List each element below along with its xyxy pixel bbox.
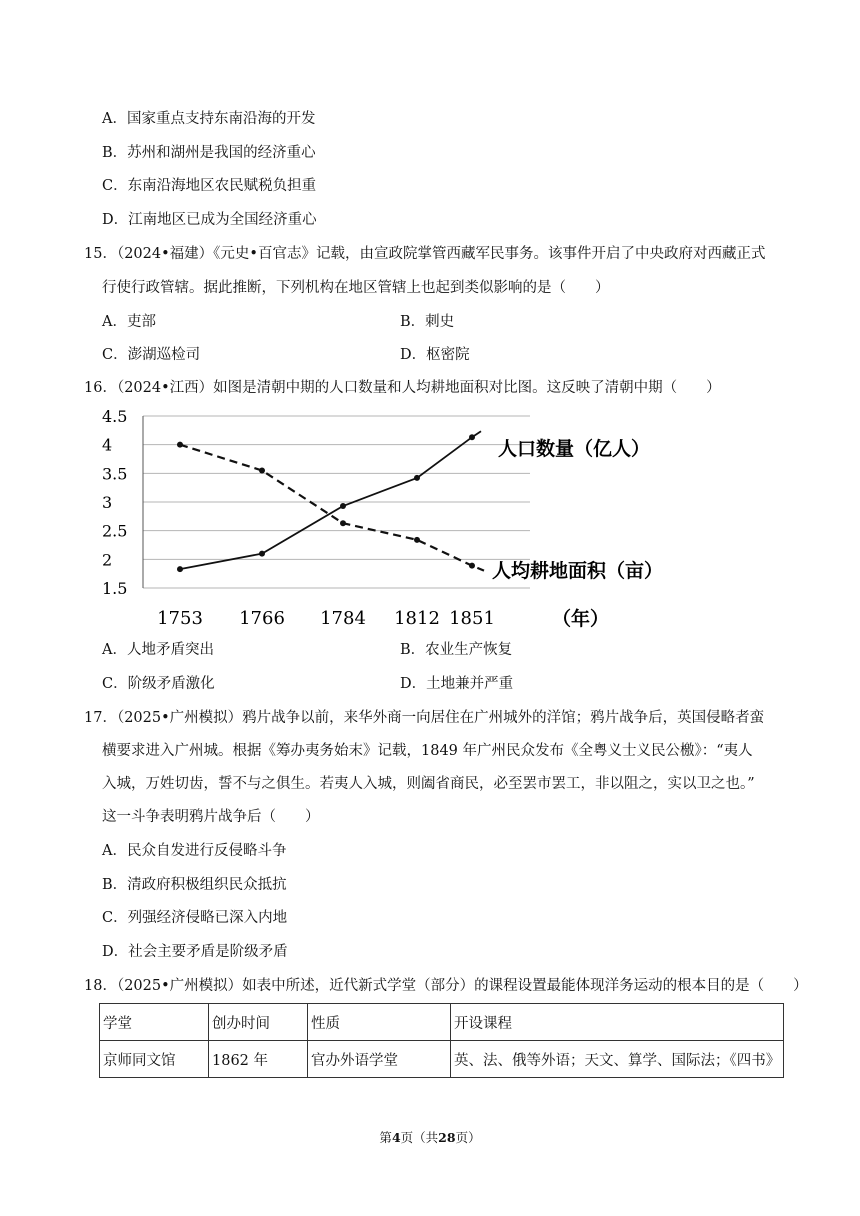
footer-mid: 页（共 [400,1130,439,1145]
table-cell: 英、法、俄等外语；天文、算学、国际法；《四书》 [451,1041,784,1078]
table-header-cell: 创办时间 [209,1004,308,1041]
table-header-row [100,1004,784,1041]
q17-stem-line2: 横要求进入广州城。根据《筹办夷务始末》记载，1849 年广州民众发布《全粤义士义民公檄》：“夷人 [102,743,753,759]
population-point [177,566,183,572]
series-line-farmland [180,445,484,571]
x-tick-label: 1851 [449,608,495,629]
table-cell: 京师同文馆 [100,1041,209,1078]
q17-option-c: C．列强经济侵略已深入内地 [102,910,288,926]
q15-stem-line2: 行使行政管辖。据此推断，下列机构在地区管辖上也起到类似影响的是（ ） [102,280,610,296]
population-point [469,434,475,440]
series-label-population: 人口数量（亿人） [498,438,651,460]
population-point [414,475,420,481]
q17-stem-line3: 入城，万姓切齿，誓不与之俱生。若夷人入城，则阖省商民，必至罢市罢工，非以阻之，实以卫之也。” [102,776,755,792]
x-tick-label: 1753 [157,608,203,629]
y-tick-label: 1.5 [102,579,128,598]
population-point [259,551,265,557]
population-point [340,503,346,509]
y-tick-label: 4 [102,435,113,455]
table-header-cell: 性质 [308,1004,451,1041]
table-header-cell: 开设课程 [451,1004,784,1041]
footer-page-number: 4 [391,1130,401,1145]
population-farmland-chart [100,405,680,635]
footer-suffix: 页） [455,1130,481,1145]
q16-option-c: C．阶级矛盾激化 [102,676,215,692]
farmland-point [177,442,183,448]
x-tick-label: 1766 [239,608,285,629]
q17-option-b: B．清政府积极组织民众抵抗 [102,877,287,893]
q17-stem-line4: 这一斗争表明鸦片战争后（ ） [102,809,320,825]
q16-option-a: A．人地矛盾突出 [102,642,214,658]
q14-option-b: B．苏州和湖州是我国的经济重心 [102,145,316,161]
q15-stem-line1: 15．（2024•福建）《元史•百官志》记载，由宣政院掌管西藏军民事务。该事件开启了中央政府对西藏正式 [84,246,766,262]
farmland-point [469,563,475,569]
q16-option-d: D．土地兼并严重 [400,676,514,692]
q15-option-b: B．刺史 [400,314,455,330]
q16-stem: 16．（2024•江西）如图是清朝中期的人口数量和人均耕地面积对比图。这反映了清朝中期（ ） [84,380,721,396]
table-row [100,1041,784,1078]
school-table [99,1003,784,1078]
q17-stem-line1: 17．（2025•广州模拟）鸦片战争以前，来华外商一向居住在广州城外的洋馆；鸦片战争后，英国侵略者蛮 [84,710,765,726]
q16-option-b: B．农业生产恢复 [400,642,513,658]
y-tick-label: 3 [102,493,113,512]
footer-total-pages: 28 [438,1130,456,1145]
q18-stem: 18．（2025•广州模拟）如表中所述，近代新式学堂（部分）的课程设置最能体现洋务运动的根本目的是（ ） [84,978,808,994]
x-tick-labels [157,608,495,629]
table-header-cell: 学堂 [100,1004,209,1041]
y-tick-label: 2 [102,550,113,570]
y-tick-label: 3.5 [102,464,128,484]
table-cell: 官办外语学堂 [308,1041,451,1078]
x-tick-label: 1812 [394,608,440,629]
q14-option-d: D．江南地区已成为全国经济重心 [102,212,317,228]
q17-option-d: D．社会主要矛盾是阶级矛盾 [102,944,288,960]
q17-option-a: A．民众自发进行反侵略斗争 [102,843,287,859]
page-footer [0,1128,860,1146]
q15-option-c: C．澎湖巡检司 [102,347,201,363]
x-tick-label: 1784 [320,608,366,629]
farmland-point [414,537,420,543]
farmland-point [340,520,346,526]
y-tick-label: 2.5 [102,521,128,541]
y-tick-label: 4.5 [102,407,128,426]
series-label-farmland: 人均耕地面积（亩） [492,560,664,582]
q14-option-c: C．东南沿海地区农民赋税负担重 [102,178,317,194]
table-cell: 1862 年 [209,1041,308,1078]
footer-prefix: 第 [379,1130,392,1145]
chart-grid [143,416,530,588]
y-tick-labels [102,407,127,598]
x-unit-label: （年） [552,608,610,630]
farmland-point [259,467,265,473]
q14-option-a: A．国家重点支持东南沿海的开发 [102,111,316,127]
q15-option-d: D．枢密院 [400,347,470,363]
q15-option-a: A．吏部 [102,314,156,330]
